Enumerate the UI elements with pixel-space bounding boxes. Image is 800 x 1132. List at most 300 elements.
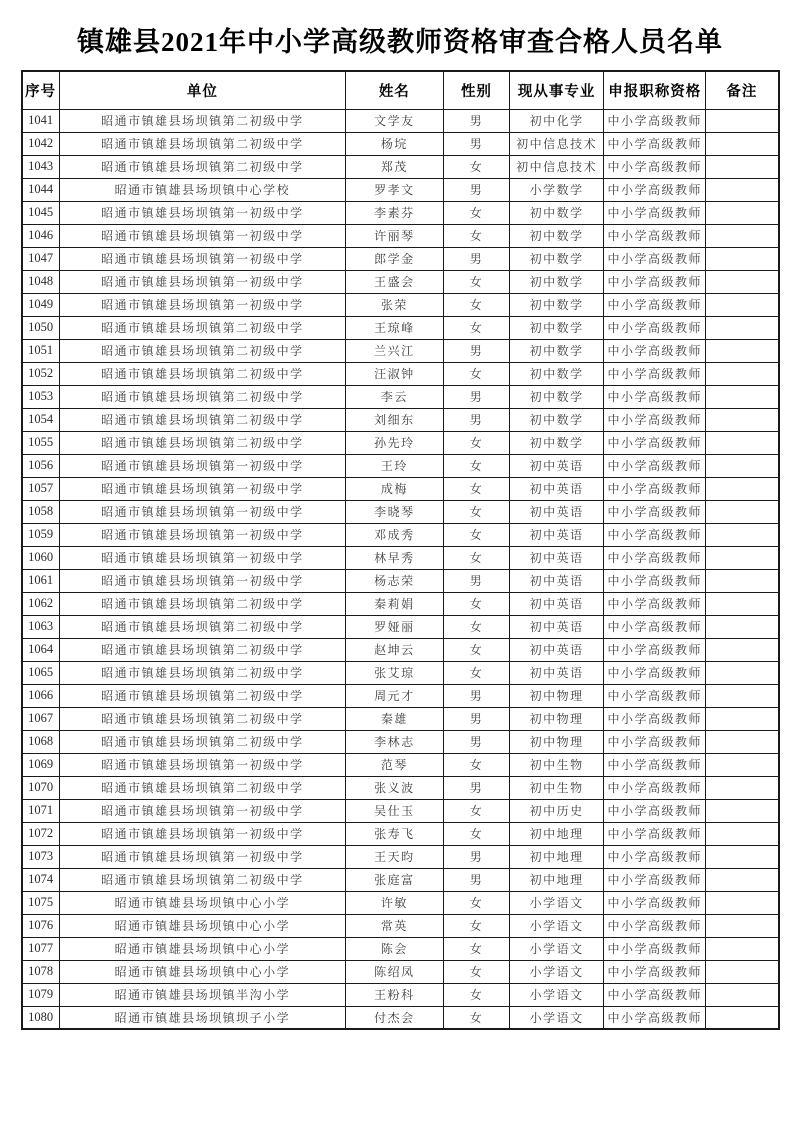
cell-title: 中小学高级教师 [604,109,706,132]
cell-serial: 1078 [22,960,60,983]
table-row [22,201,779,224]
cell-serial: 1077 [22,937,60,960]
cell-major: 初中数学 [510,201,604,224]
cell-unit: 昭通市镇雄县场坝镇中心小学 [59,891,345,914]
cell-major: 初中英语 [510,477,604,500]
cell-name: 张寿飞 [346,822,444,845]
cell-name: 张艾琼 [346,661,444,684]
table-row [22,454,779,477]
cell-gender: 女 [443,753,510,776]
cell-name: 李素芬 [346,201,444,224]
cell-title: 中小学高级教师 [604,684,706,707]
table-row [22,753,779,776]
table-row [22,983,779,1006]
cell-title: 中小学高级教师 [604,569,706,592]
cell-remark [706,937,779,960]
cell-serial: 1059 [22,523,60,546]
cell-serial: 1065 [22,661,60,684]
cell-name: 孙先玲 [346,431,444,454]
cell-gender: 男 [443,569,510,592]
cell-unit: 昭通市镇雄县场坝镇中心学校 [59,178,345,201]
table-row [22,868,779,891]
cell-title: 中小学高级教师 [604,362,706,385]
cell-unit: 昭通市镇雄县场坝镇第一初级中学 [59,293,345,316]
cell-title: 中小学高级教师 [604,546,706,569]
cell-title: 中小学高级教师 [604,477,706,500]
table-row [22,362,779,385]
table-row [22,661,779,684]
cell-title: 中小学高级教师 [604,983,706,1006]
cell-name: 郑茂 [346,155,444,178]
cell-title: 中小学高级教师 [604,523,706,546]
cell-remark [706,385,779,408]
table-row [22,477,779,500]
cell-serial: 1070 [22,776,60,799]
cell-title: 中小学高级教师 [604,776,706,799]
cell-serial: 1041 [22,109,60,132]
cell-title: 中小学高级教师 [604,500,706,523]
cell-gender: 女 [443,638,510,661]
cell-major: 小学语文 [510,914,604,937]
cell-unit: 昭通市镇雄县场坝镇中心小学 [59,914,345,937]
cell-title: 中小学高级教师 [604,408,706,431]
table-row [22,408,779,431]
cell-title: 中小学高级教师 [604,891,706,914]
cell-remark [706,201,779,224]
cell-name: 付杰会 [346,1006,444,1029]
cell-major: 初中数学 [510,339,604,362]
cell-serial: 1058 [22,500,60,523]
cell-serial: 1042 [22,132,60,155]
cell-serial: 1061 [22,569,60,592]
cell-unit: 昭通市镇雄县场坝镇第二初级中学 [59,132,345,155]
cell-title: 中小学高级教师 [604,730,706,753]
cell-major: 初中数学 [510,270,604,293]
cell-remark [706,546,779,569]
cell-gender: 男 [443,247,510,270]
cell-unit: 昭通市镇雄县场坝镇第一初级中学 [59,454,345,477]
cell-gender: 女 [443,799,510,822]
cell-remark [706,776,779,799]
table-row [22,730,779,753]
cell-remark [706,822,779,845]
cell-remark [706,109,779,132]
cell-unit: 昭通市镇雄县场坝镇第一初级中学 [59,247,345,270]
cell-title: 中小学高级教师 [604,155,706,178]
cell-gender: 女 [443,592,510,615]
cell-gender: 女 [443,454,510,477]
cell-major: 初中英语 [510,661,604,684]
cell-serial: 1060 [22,546,60,569]
cell-name: 王玲 [346,454,444,477]
cell-remark [706,178,779,201]
cell-unit: 昭通市镇雄县场坝镇第二初级中学 [59,730,345,753]
table-row [22,638,779,661]
cell-remark [706,592,779,615]
cell-name: 林早秀 [346,546,444,569]
cell-name: 郎学金 [346,247,444,270]
cell-gender: 女 [443,523,510,546]
cell-serial: 1075 [22,891,60,914]
cell-remark [706,983,779,1006]
cell-remark [706,362,779,385]
cell-title: 中小学高级教师 [604,638,706,661]
cell-unit: 昭通市镇雄县场坝镇第二初级中学 [59,339,345,362]
table-row [22,316,779,339]
cell-gender: 女 [443,477,510,500]
cell-gender: 男 [443,684,510,707]
cell-major: 初中物理 [510,684,604,707]
table-row [22,592,779,615]
cell-title: 中小学高级教师 [604,293,706,316]
cell-name: 张义波 [346,776,444,799]
table-row [22,937,779,960]
cell-serial: 1064 [22,638,60,661]
cell-title: 中小学高级教师 [604,753,706,776]
table-row [22,293,779,316]
cell-name: 王盛会 [346,270,444,293]
cell-unit: 昭通市镇雄县场坝镇第一初级中学 [59,569,345,592]
cell-major: 初中信息技术 [510,155,604,178]
cell-name: 许敏 [346,891,444,914]
cell-gender: 女 [443,293,510,316]
cell-serial: 1080 [22,1006,60,1029]
cell-remark [706,891,779,914]
cell-title: 中小学高级教师 [604,178,706,201]
cell-remark [706,615,779,638]
cell-unit: 昭通市镇雄县场坝镇第二初级中学 [59,408,345,431]
cell-serial: 1056 [22,454,60,477]
cell-major: 初中地理 [510,868,604,891]
table-row [22,270,779,293]
cell-remark [706,845,779,868]
cell-title: 中小学高级教师 [604,592,706,615]
cell-name: 兰兴江 [346,339,444,362]
cell-remark [706,339,779,362]
cell-unit: 昭通市镇雄县场坝镇第二初级中学 [59,109,345,132]
cell-serial: 1054 [22,408,60,431]
cell-major: 初中历史 [510,799,604,822]
cell-major: 初中数学 [510,247,604,270]
cell-name: 成梅 [346,477,444,500]
qualified-personnel-table [21,70,780,1030]
cell-major: 初中英语 [510,546,604,569]
cell-name: 罗娅丽 [346,615,444,638]
cell-major: 初中数学 [510,431,604,454]
table-row [22,339,779,362]
cell-serial: 1063 [22,615,60,638]
cell-name: 张荣 [346,293,444,316]
cell-title: 中小学高级教师 [604,868,706,891]
table-row [22,960,779,983]
cell-remark [706,155,779,178]
cell-gender: 男 [443,776,510,799]
cell-serial: 1076 [22,914,60,937]
cell-gender: 女 [443,362,510,385]
cell-name: 杨垸 [346,132,444,155]
cell-title: 中小学高级教师 [604,339,706,362]
cell-gender: 男 [443,132,510,155]
header-name: 姓名 [346,71,444,109]
cell-unit: 昭通市镇雄县场坝镇坝子小学 [59,1006,345,1029]
cell-remark [706,661,779,684]
cell-serial: 1068 [22,730,60,753]
cell-title: 中小学高级教师 [604,937,706,960]
table-row [22,385,779,408]
cell-unit: 昭通市镇雄县场坝镇第一初级中学 [59,500,345,523]
header-gender: 性别 [443,71,510,109]
cell-major: 初中英语 [510,615,604,638]
table-row [22,1006,779,1029]
cell-gender: 男 [443,707,510,730]
cell-gender: 女 [443,615,510,638]
cell-name: 秦莉娟 [346,592,444,615]
cell-name: 许丽琴 [346,224,444,247]
header-unit: 单位 [59,71,345,109]
cell-name: 罗孝文 [346,178,444,201]
cell-serial: 1046 [22,224,60,247]
cell-title: 中小学高级教师 [604,270,706,293]
cell-major: 初中物理 [510,707,604,730]
cell-remark [706,799,779,822]
cell-unit: 昭通市镇雄县场坝镇第二初级中学 [59,362,345,385]
cell-name: 王粉科 [346,983,444,1006]
cell-gender: 女 [443,1006,510,1029]
table-row [22,822,779,845]
cell-unit: 昭通市镇雄县场坝镇第二初级中学 [59,385,345,408]
cell-title: 中小学高级教师 [604,615,706,638]
cell-unit: 昭通市镇雄县场坝镇第一初级中学 [59,270,345,293]
cell-major: 初中数学 [510,385,604,408]
cell-major: 初中数学 [510,316,604,339]
cell-gender: 男 [443,845,510,868]
cell-gender: 女 [443,983,510,1006]
cell-major: 初中英语 [510,592,604,615]
cell-gender: 男 [443,408,510,431]
cell-title: 中小学高级教师 [604,707,706,730]
cell-name: 王琼峰 [346,316,444,339]
cell-title: 中小学高级教师 [604,822,706,845]
cell-gender: 女 [443,270,510,293]
cell-unit: 昭通市镇雄县场坝镇中心小学 [59,960,345,983]
cell-unit: 昭通市镇雄县场坝镇第一初级中学 [59,477,345,500]
header-major: 现从事专业 [510,71,604,109]
cell-title: 中小学高级教师 [604,316,706,339]
cell-gender: 男 [443,385,510,408]
cell-serial: 1045 [22,201,60,224]
cell-major: 初中数学 [510,362,604,385]
cell-title: 中小学高级教师 [604,914,706,937]
cell-title: 中小学高级教师 [604,247,706,270]
cell-remark [706,638,779,661]
cell-serial: 1071 [22,799,60,822]
cell-remark [706,247,779,270]
cell-remark [706,914,779,937]
cell-serial: 1048 [22,270,60,293]
cell-remark [706,753,779,776]
cell-major: 初中物理 [510,730,604,753]
cell-major: 初中数学 [510,293,604,316]
cell-title: 中小学高级教师 [604,201,706,224]
table-row [22,914,779,937]
cell-title: 中小学高级教师 [604,799,706,822]
cell-name: 汪淑钟 [346,362,444,385]
cell-remark [706,684,779,707]
cell-gender: 女 [443,224,510,247]
cell-major: 初中生物 [510,776,604,799]
cell-major: 小学语文 [510,983,604,1006]
cell-gender: 女 [443,546,510,569]
cell-remark [706,408,779,431]
cell-serial: 1069 [22,753,60,776]
cell-major: 初中生物 [510,753,604,776]
table-row [22,109,779,132]
cell-gender: 女 [443,891,510,914]
cell-serial: 1043 [22,155,60,178]
cell-major: 初中英语 [510,523,604,546]
cell-name: 赵坤云 [346,638,444,661]
cell-remark [706,569,779,592]
cell-title: 中小学高级教师 [604,960,706,983]
table-row [22,546,779,569]
cell-name: 陈会 [346,937,444,960]
cell-unit: 昭通市镇雄县场坝镇第一初级中学 [59,224,345,247]
header-remark: 备注 [706,71,779,109]
cell-remark [706,1006,779,1029]
cell-gender: 男 [443,339,510,362]
cell-major: 初中英语 [510,638,604,661]
cell-gender: 女 [443,914,510,937]
cell-unit: 昭通市镇雄县场坝镇半沟小学 [59,983,345,1006]
cell-remark [706,730,779,753]
cell-serial: 1079 [22,983,60,1006]
cell-serial: 1055 [22,431,60,454]
table-header [22,71,779,109]
cell-title: 中小学高级教师 [604,1006,706,1029]
cell-serial: 1074 [22,868,60,891]
page-title: 镇雄县2021年中小学高级教师资格审查合格人员名单 [77,27,723,57]
cell-remark [706,868,779,891]
cell-major: 小学语文 [510,937,604,960]
cell-name: 吴仕玉 [346,799,444,822]
cell-name: 陈绍凤 [346,960,444,983]
cell-gender: 女 [443,500,510,523]
cell-gender: 男 [443,109,510,132]
cell-gender: 女 [443,822,510,845]
cell-major: 初中英语 [510,500,604,523]
cell-unit: 昭通市镇雄县场坝镇第二初级中学 [59,684,345,707]
cell-name: 常英 [346,914,444,937]
cell-unit: 昭通市镇雄县场坝镇第二初级中学 [59,776,345,799]
cell-unit: 昭通市镇雄县场坝镇第二初级中学 [59,707,345,730]
cell-name: 王天昀 [346,845,444,868]
cell-name: 文学友 [346,109,444,132]
cell-serial: 1050 [22,316,60,339]
cell-remark [706,270,779,293]
table-row [22,247,779,270]
cell-remark [706,960,779,983]
cell-serial: 1057 [22,477,60,500]
cell-unit: 昭通市镇雄县场坝镇第二初级中学 [59,868,345,891]
cell-unit: 昭通市镇雄县场坝镇第二初级中学 [59,592,345,615]
cell-serial: 1049 [22,293,60,316]
cell-remark [706,224,779,247]
cell-serial: 1052 [22,362,60,385]
cell-major: 初中地理 [510,822,604,845]
cell-major: 初中化学 [510,109,604,132]
table-row [22,224,779,247]
cell-major: 小学数学 [510,178,604,201]
cell-unit: 昭通市镇雄县场坝镇第一初级中学 [59,753,345,776]
cell-gender: 男 [443,868,510,891]
cell-serial: 1067 [22,707,60,730]
cell-serial: 1051 [22,339,60,362]
table-row [22,615,779,638]
table-row [22,707,779,730]
cell-name: 范琴 [346,753,444,776]
cell-unit: 昭通市镇雄县场坝镇第一初级中学 [59,822,345,845]
cell-title: 中小学高级教师 [604,845,706,868]
table-row [22,569,779,592]
cell-name: 李林志 [346,730,444,753]
cell-gender: 女 [443,201,510,224]
cell-major: 小学语文 [510,960,604,983]
cell-title: 中小学高级教师 [604,224,706,247]
cell-major: 初中信息技术 [510,132,604,155]
table-body [22,109,779,1029]
cell-unit: 昭通市镇雄县场坝镇第一初级中学 [59,799,345,822]
table-row [22,523,779,546]
cell-major: 初中英语 [510,569,604,592]
cell-unit: 昭通市镇雄县场坝镇第一初级中学 [59,845,345,868]
cell-major: 初中英语 [510,454,604,477]
cell-gender: 女 [443,937,510,960]
cell-serial: 1062 [22,592,60,615]
cell-remark [706,477,779,500]
cell-name: 李云 [346,385,444,408]
cell-serial: 1044 [22,178,60,201]
cell-major: 初中数学 [510,224,604,247]
cell-remark [706,132,779,155]
cell-gender: 女 [443,155,510,178]
table-row [22,178,779,201]
cell-remark [706,431,779,454]
cell-remark [706,707,779,730]
cell-remark [706,316,779,339]
table-row [22,155,779,178]
cell-title: 中小学高级教师 [604,661,706,684]
cell-unit: 昭通市镇雄县场坝镇第一初级中学 [59,201,345,224]
cell-serial: 1047 [22,247,60,270]
cell-gender: 女 [443,431,510,454]
cell-serial: 1053 [22,385,60,408]
table-row [22,132,779,155]
cell-title: 中小学高级教师 [604,132,706,155]
cell-unit: 昭通市镇雄县场坝镇第一初级中学 [59,523,345,546]
table-row [22,500,779,523]
cell-unit: 昭通市镇雄县场坝镇第二初级中学 [59,431,345,454]
cell-unit: 昭通市镇雄县场坝镇第二初级中学 [59,316,345,339]
cell-title: 中小学高级教师 [604,385,706,408]
cell-gender: 男 [443,178,510,201]
table-row [22,799,779,822]
cell-major: 初中数学 [510,408,604,431]
table-row [22,845,779,868]
cell-name: 张庭富 [346,868,444,891]
cell-serial: 1072 [22,822,60,845]
cell-title: 中小学高级教师 [604,454,706,477]
cell-gender: 男 [443,730,510,753]
